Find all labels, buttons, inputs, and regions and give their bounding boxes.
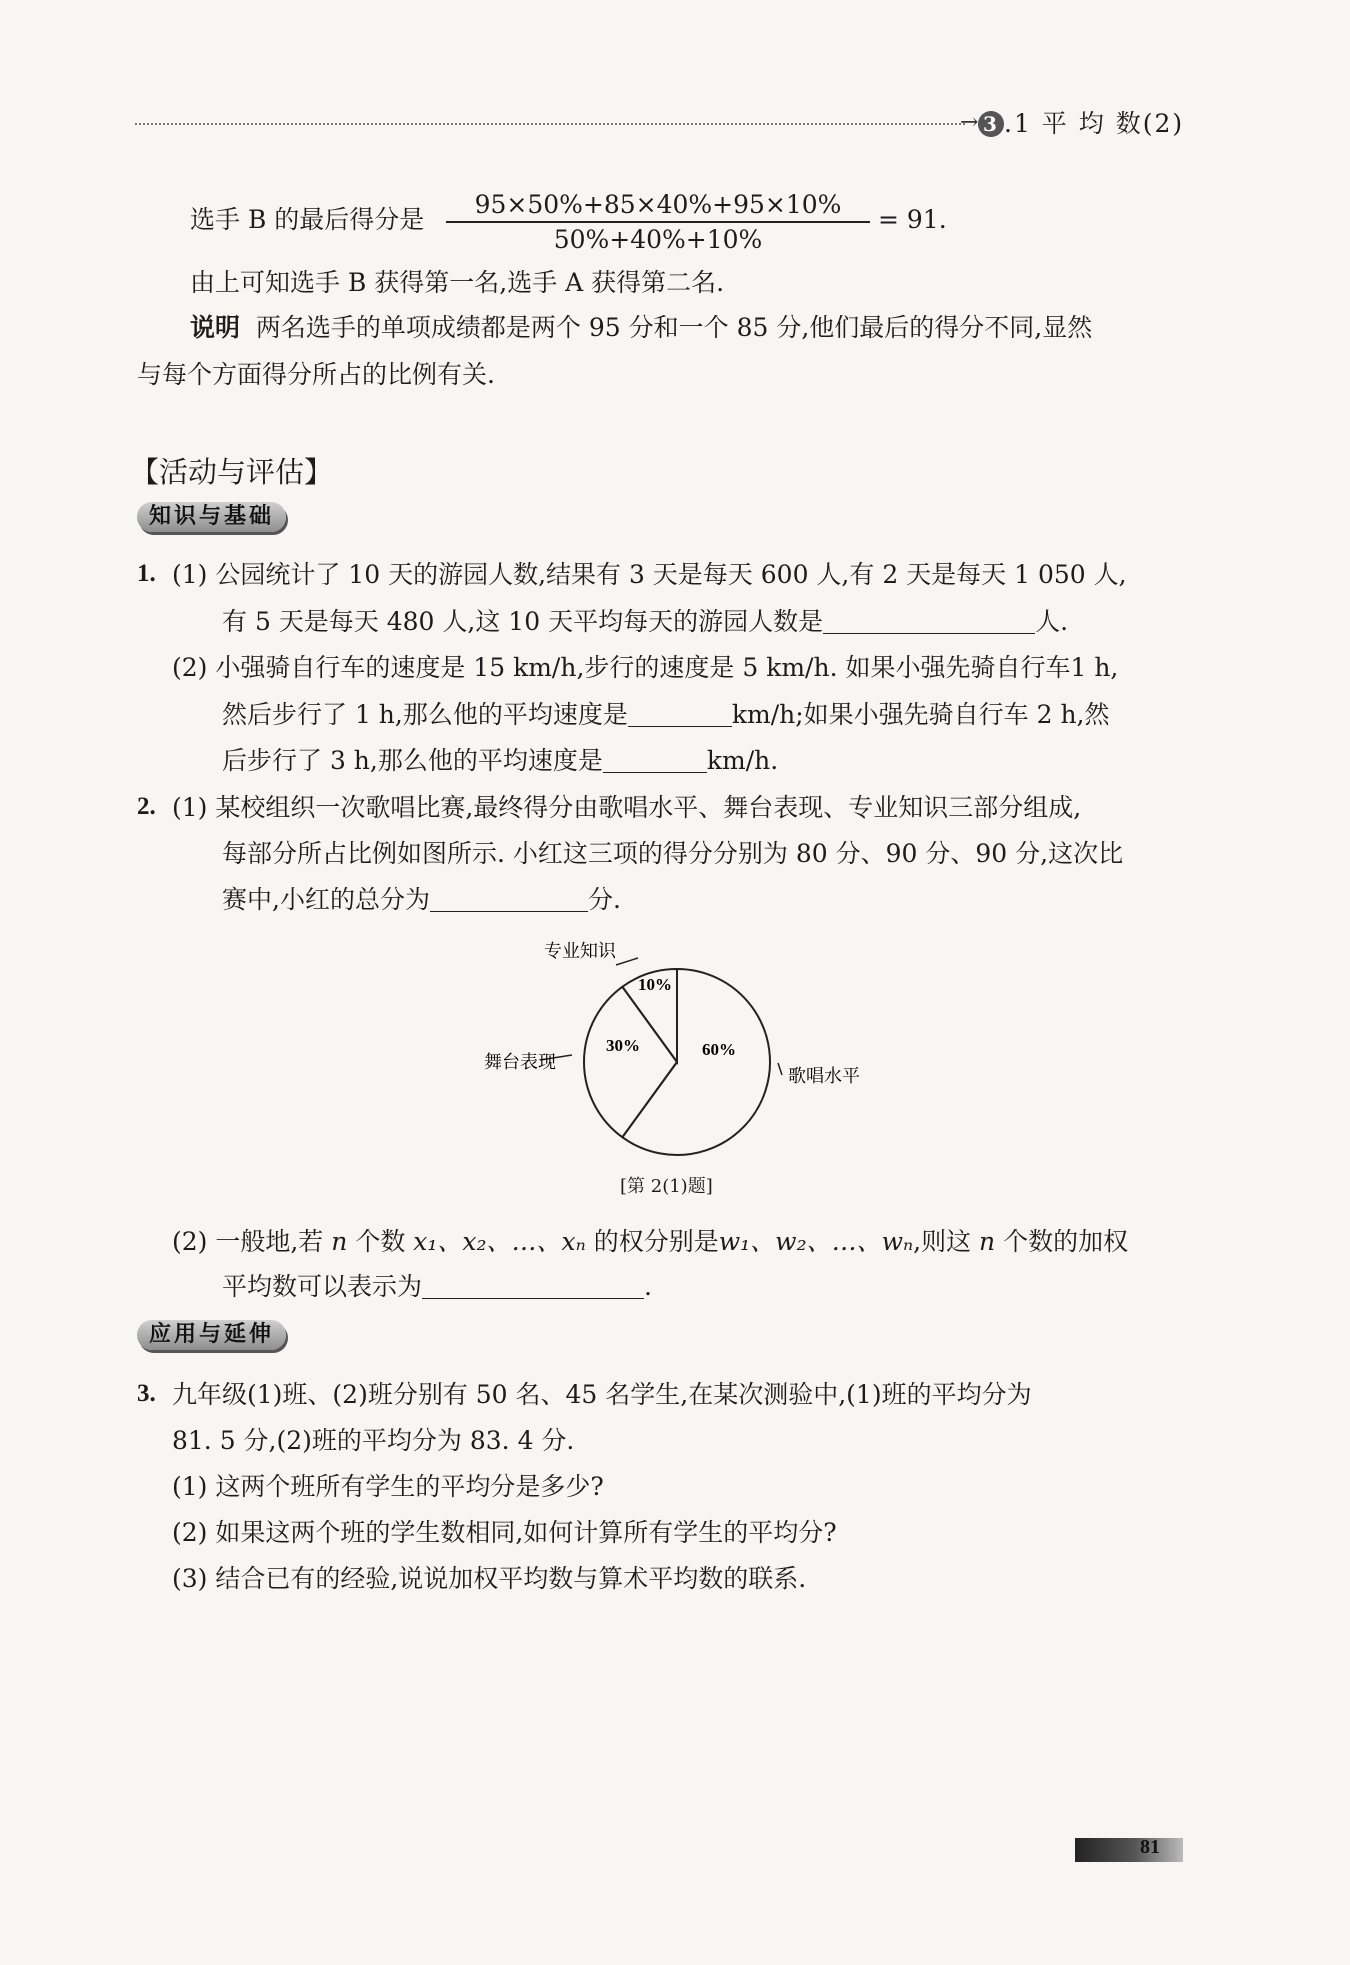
header-arrow-icon: →: [960, 110, 979, 135]
answer-blank-speed-1[interactable]: [628, 702, 732, 727]
q2-part1-line1: (1) 某校组织一次歌唱比赛,最终得分由歌唱水平、舞台表现、专业知识三部分组成,: [172, 793, 1082, 822]
q1-part1-line2: [222, 607, 1068, 637]
q2-part2-text-b: 个数: [355, 1227, 406, 1256]
label-knowledge: 专业知识: [544, 941, 616, 962]
q2-part1-text: 赛中,小红的总分为: [222, 885, 430, 914]
q1-part1-line1: (1) 公园统计了 10 天的游园人数,结果有 3 天是每天 600 人,有 2 天是每天 1 050 人,: [172, 560, 1127, 589]
note-text-1: 两名选手的单项成绩都是两个 95 分和一个 85 分,他们最后的得分不同,显然: [255, 313, 1093, 342]
q2-part2-line2: [222, 1272, 652, 1302]
chapter-badge: 3: [978, 111, 1004, 137]
var-x-list: x₁、x₂、…、xₙ: [413, 1227, 586, 1256]
answer-blank-visitors[interactable]: [823, 609, 1035, 634]
pct-stage: 30%: [606, 1036, 640, 1055]
question-1-number: 1.: [137, 560, 156, 587]
q3-sub3: (3) 结合已有的经验,说说加权平均数与算术平均数的联系.: [172, 1564, 807, 1593]
question-3-number: 3.: [137, 1380, 156, 1407]
answer-blank-total-score[interactable]: [430, 887, 588, 912]
q3-line2: 81. 5 分,(2)班的平均分为 83. 4 分.: [172, 1426, 575, 1455]
q2-part1-unit: 分.: [587, 885, 621, 914]
var-n-2: n: [979, 1227, 996, 1256]
badge-application-extension: 应用与延伸: [137, 1320, 286, 1350]
score-fraction: [446, 190, 870, 254]
q3-line1: 九年级(1)班、(2)班分别有 50 名、45 名学生,在某次测验中,(1)班的平均分为: [172, 1380, 1032, 1409]
pct-singing: 60%: [702, 1040, 736, 1059]
q2-part2-text-d: ,则这: [913, 1227, 972, 1256]
q3-sub1: (1) 这两个班所有学生的平均分是多少?: [172, 1472, 604, 1501]
question-2-number: 2.: [137, 793, 156, 820]
note-line1: [190, 313, 1092, 343]
note-label: 说明: [190, 313, 241, 342]
pie-slice-歌唱水平: [622, 969, 770, 1155]
q2-part2-text-c: 的权分别是: [593, 1227, 719, 1256]
page-number-tab: [1075, 1838, 1183, 1862]
q2-part2-text-e: 个数的加权: [1003, 1227, 1129, 1256]
pie-chart: [470, 930, 890, 1170]
figure-caption: [第 2(1)题]: [620, 1176, 713, 1197]
q2-part2-text-f: 平均数可以表示为: [222, 1272, 423, 1301]
q2-part2-period: .: [644, 1272, 652, 1301]
q2-part1-line2: 每部分所占比例如图所示. 小红这三项的得分分别为 80 分、90 分、90 分,这次比: [222, 839, 1124, 868]
pct-knowledge: 10%: [638, 975, 672, 994]
label-singing: 歌唱水平: [788, 1066, 860, 1087]
leader-line-knowledge: [616, 958, 638, 965]
q3-sub2: (2) 如果这两个班的学生数相同,如何计算所有学生的平均分?: [172, 1518, 837, 1547]
q1-part2-line1: (2) 小强骑自行车的速度是 15 km/h,步行的速度是 5 km/h. 如果小强先骑自行车1 h,: [172, 653, 1119, 682]
page-header: [978, 104, 1184, 140]
q1-part1-text: 有 5 天是每天 480 人,这 10 天平均每天的游园人数是: [222, 607, 824, 636]
q1-part2-text-c: 后步行了 3 h,那么他的平均速度是: [222, 746, 603, 775]
section-title-text: .1 平 均 数(2): [1004, 109, 1185, 138]
leader-line-singing: [778, 1063, 782, 1075]
q1-part2-text-a: 然后步行了 1 h,那么他的平均速度是: [222, 700, 628, 729]
answer-blank-speed-2[interactable]: [603, 748, 707, 773]
var-n: n: [331, 1227, 348, 1256]
var-w-list: w₁、w₂、…、wₙ: [718, 1227, 914, 1256]
intro-conclusion: 由上可知选手 B 获得第一名,选手 A 获得第二名.: [190, 268, 725, 297]
q2-part2-line1: [172, 1227, 1128, 1257]
answer-blank-weighted-mean[interactable]: [422, 1274, 644, 1299]
section-heading: 【活动与评估】: [130, 455, 334, 489]
q1-part2-line3: [222, 746, 778, 776]
q2-part1-line3: [222, 885, 621, 915]
q2-part2-text-a: (2) 一般地,若: [172, 1227, 324, 1256]
q1-part1-unit: 人.: [1035, 607, 1069, 636]
note-line2: 与每个方面得分所占的比例有关.: [137, 360, 495, 389]
q1-part2-line2: [222, 700, 1110, 730]
label-stage: 舞台表现: [484, 1052, 556, 1073]
page-number: 81: [1140, 1836, 1160, 1858]
fraction-denominator: 50%+40%+10%: [553, 225, 763, 254]
q1-part2-text-b: km/h;如果小强先骑自行车 2 h,然: [731, 700, 1110, 729]
fraction-result: = 91.: [878, 205, 947, 234]
fraction-numerator: 95×50%+85×40%+95×10%: [446, 190, 870, 223]
badge-knowledge-basics: 知识与基础: [137, 502, 286, 532]
q1-part2-text-d: km/h.: [706, 746, 779, 775]
pie-slice-舞台表现: [584, 987, 677, 1137]
intro-line1-prefix: 选手 B 的最后得分是: [190, 205, 425, 234]
header-rule: [135, 123, 965, 125]
